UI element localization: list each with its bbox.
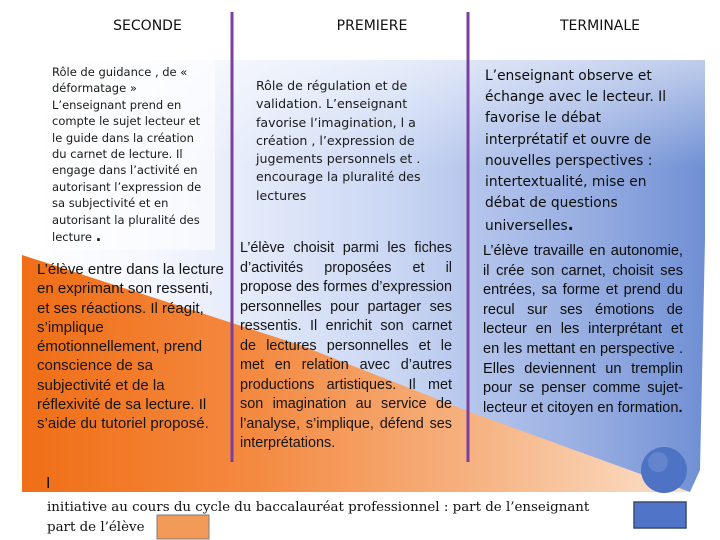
stray-glyph: e [194,192,202,206]
premiere-teacher-role: Rôle de régulation et de validation. L’enseignant favorise l’imagination, l a création , l’expression de jugements personnels et . encourage la pluralité des lectures [256,78,421,203]
footer-bar-mark: I [46,475,51,492]
seconde-student-role: L’élève entre dans la lecture en exprimant son ressenti, et ses réactions. Il réagit, s’implique émotionnellement, prend conscience de sa subjectivité et de la réflexivité de sa lecture. Il s’aide du tutoriel proposé. [37,261,224,433]
column-heading-premiere: PREMIERE [336,18,408,34]
seconde-teacher-role: Rôle de guidance , de « déformatage » L’enseignant prend en compte le sujet lecteur et le guide dans la création du carnet de lecture. Il engage dans l’activité en autorisant l’expression de sa subjectivité et en autorisant la pluralité des lecture . [52,65,202,246]
premiere-student-role: L’élève choisit parmi les fiches d’activités proposées et il propose des formes d’expression personnelles pour partager ses ressentis. Il enrichit son carnet de lectures personnelles et le met en relation avec d’autres productions artistiques. Il met son imagination au service de l’analyse, s’implique, défend ses interprétations. [240,240,452,451]
legend-swatch-teacher [634,502,686,528]
legend-line-student: part de l’élève [47,520,145,535]
legend-swatch-student [157,515,209,539]
column-heading-terminale: TERMINALE [559,18,641,34]
terminale-teacher-role: L’enseignant observe et échange avec le lecteur. Il favorise le débat interprétatif et ouvre de nouvelles perspectives : intertextualité, mise en débat de questions universelles. [485,68,667,235]
legend-line-teacher: initiative au cours du cycle du baccalauréat professionnel : part de l’enseignant [47,500,590,515]
terminale-student-role: L’élève travaille en autonomie, il crée son carnet, choisit ses entrées, sa forme et prend du recul sur ses émotions de lecteur en les interprétant et en les mettant en perspective . Elles deviennent un tremplin pour se penser comme sujet-lecteur et citoyen en formation. [483,243,683,416]
column-heading-seconde: SECONDE [113,18,182,34]
